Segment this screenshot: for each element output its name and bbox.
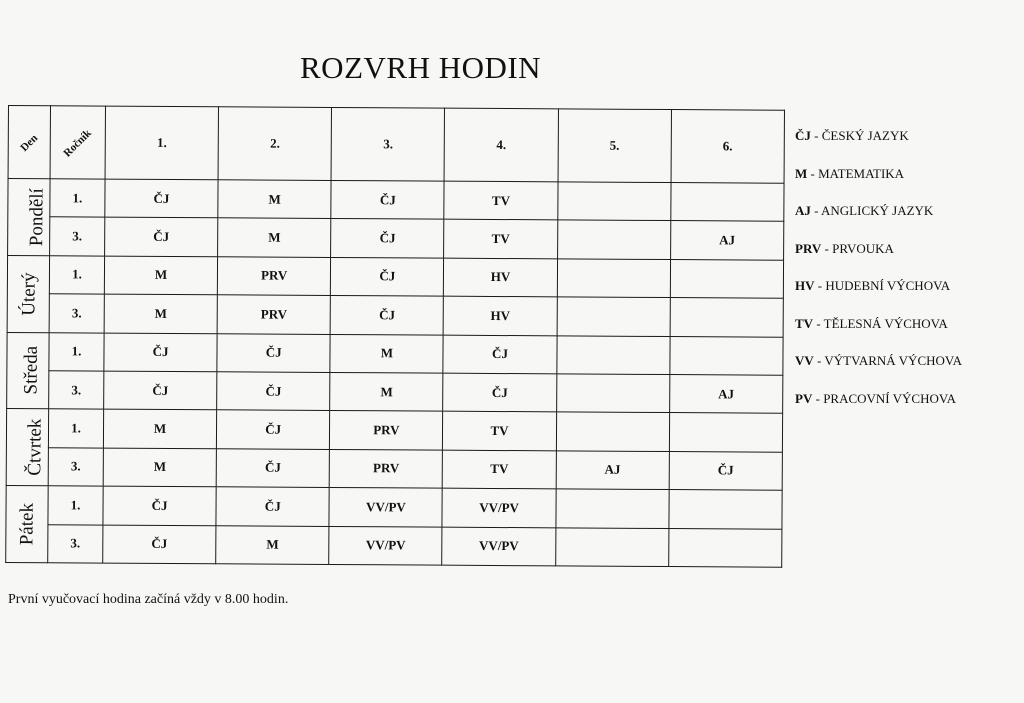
lesson-cell — [556, 335, 669, 374]
lesson-cell — [670, 259, 783, 298]
table-row — [6, 524, 782, 567]
lesson-cell: ČJ — [331, 257, 444, 296]
legend-name: ANGLICKÝ JAZYK — [821, 203, 934, 218]
lesson-cell: VV/PV — [329, 488, 442, 527]
lesson-cell: ČJ — [104, 371, 217, 410]
legend-separator: - — [810, 203, 822, 218]
lesson-cell: M — [218, 218, 331, 257]
period-header: 2. — [218, 107, 332, 181]
period-header: 1. — [105, 106, 219, 180]
lesson-cell — [670, 298, 783, 337]
day-label: Úterý — [18, 272, 40, 316]
lesson-cell: HV — [444, 296, 557, 335]
lesson-cell: ČJ — [443, 373, 556, 412]
table-row — [7, 294, 783, 337]
lesson-cell: M — [216, 525, 329, 564]
lesson-cell: TV — [444, 181, 557, 220]
period-header: 5. — [558, 109, 672, 183]
lesson-cell: M — [104, 294, 217, 333]
lesson-cell: PRV — [329, 449, 442, 488]
lesson-cell: M — [103, 409, 216, 448]
legend-abbr: VV — [795, 353, 814, 368]
lesson-cell: ČJ — [669, 451, 782, 490]
legend-abbr: AJ — [795, 203, 811, 218]
lesson-cell: VV/PV — [329, 526, 442, 565]
lesson-cell — [555, 527, 668, 566]
lesson-cell: VV/PV — [442, 527, 555, 566]
lesson-cell — [557, 259, 670, 298]
legend-abbr: PV — [795, 390, 813, 406]
lesson-cell: AJ — [670, 221, 783, 260]
grade-header — [50, 106, 105, 179]
lesson-cell: PRV — [217, 295, 330, 334]
header-row — [8, 106, 784, 184]
grade-cell: 3. — [49, 294, 104, 333]
lesson-cell: ČJ — [103, 525, 216, 564]
legend-item — [795, 239, 962, 258]
table-row — [8, 217, 784, 260]
lesson-cell: HV — [444, 258, 557, 297]
table-row — [7, 370, 783, 413]
lesson-cell: ČJ — [216, 449, 329, 488]
lesson-cell — [670, 336, 783, 375]
lesson-cell: ČJ — [105, 217, 218, 256]
schedule-table — [5, 105, 785, 568]
lesson-cell: AJ — [669, 374, 782, 413]
lesson-cell: ČJ — [217, 410, 330, 449]
legend-separator: - — [821, 240, 833, 256]
legend-separator: - — [813, 315, 824, 331]
legend-name: HUDEBNÍ VÝCHOVA — [825, 278, 951, 293]
lesson-cell: TV — [443, 450, 556, 489]
legend-item — [795, 164, 962, 183]
lesson-cell: M — [104, 256, 217, 295]
day-header — [8, 106, 50, 179]
lesson-cell — [556, 374, 669, 413]
grade-cell: 3. — [50, 217, 105, 256]
legend-separator: - — [812, 390, 824, 406]
lesson-cell — [669, 413, 782, 452]
grade-cell: 1. — [49, 332, 104, 371]
grade-header-label: Ročník — [61, 127, 94, 160]
legend-separator: - — [813, 353, 825, 368]
lesson-cell: ČJ — [443, 335, 556, 374]
day-cell — [7, 255, 49, 332]
legend-abbr: HV — [795, 278, 815, 293]
legend-item — [795, 201, 962, 220]
legend-separator: - — [807, 165, 819, 181]
day-label: Pondělí — [26, 187, 48, 247]
lesson-cell: M — [218, 180, 331, 219]
grade-cell: 3. — [49, 371, 104, 410]
day-label: Pátek — [16, 503, 38, 546]
page-title: ROZVRH HODIN — [300, 50, 542, 85]
lesson-cell: ČJ — [330, 296, 443, 335]
lesson-cell — [669, 490, 782, 529]
table-row — [6, 409, 782, 452]
day-label: Čtvrtek — [24, 418, 46, 476]
legend-name: PRACOVNÍ VÝCHOVA — [823, 390, 956, 406]
lesson-cell — [556, 489, 669, 528]
grade-cell: 1. — [48, 409, 103, 448]
legend-item — [795, 351, 962, 370]
legend-abbr: TV — [795, 315, 814, 331]
table-row — [7, 255, 783, 298]
lesson-cell: PRV — [217, 257, 330, 296]
table-row — [6, 486, 782, 529]
grade-cell: 1. — [48, 486, 103, 525]
lesson-cell: VV/PV — [442, 488, 555, 527]
period-header: 3. — [331, 107, 445, 181]
legend-abbr: PRV — [795, 240, 822, 256]
legend-name: PRVOUKA — [832, 240, 894, 256]
legend-item — [795, 389, 962, 408]
legend-name: MATEMATIKA — [818, 165, 905, 181]
legend-name: VÝTVARNÁ VÝCHOVA — [824, 353, 962, 368]
lesson-cell: M — [103, 448, 216, 487]
lesson-cell: ČJ — [331, 219, 444, 258]
lesson-cell: AJ — [556, 451, 669, 490]
lesson-cell: ČJ — [105, 179, 218, 218]
day-cell — [7, 332, 49, 409]
lesson-cell: M — [330, 334, 443, 373]
legend-name: ČESKÝ JAZYK — [821, 128, 909, 143]
grade-cell: 3. — [48, 447, 103, 486]
day-cell — [6, 409, 48, 486]
lesson-cell: ČJ — [331, 180, 444, 219]
day-cell — [6, 486, 48, 563]
period-header: 4. — [445, 108, 559, 182]
lesson-cell — [557, 297, 670, 336]
footnote: První vyučovací hodina začíná vždy v 8.00 hodin. — [8, 592, 289, 607]
day-header-label: Den — [18, 132, 41, 155]
legend-name: TĚLESNÁ VÝCHOVA — [823, 315, 948, 331]
lesson-cell — [671, 183, 784, 222]
lesson-cell: TV — [443, 412, 556, 451]
table-row — [7, 332, 783, 375]
legend-abbr: M — [795, 165, 808, 181]
subject-legend — [795, 126, 962, 426]
lesson-cell: ČJ — [216, 487, 329, 526]
lesson-cell — [668, 528, 781, 567]
day-cell — [8, 179, 50, 256]
lesson-cell: M — [330, 372, 443, 411]
grade-cell: 3. — [48, 524, 103, 563]
legend-item — [795, 126, 962, 145]
day-label: Středa — [20, 346, 42, 395]
legend-abbr: ČJ — [795, 128, 811, 143]
grade-cell: 1. — [50, 179, 105, 218]
lesson-cell — [557, 182, 670, 221]
lesson-cell: PRV — [330, 411, 443, 450]
legend-item — [795, 276, 962, 295]
lesson-cell: ČJ — [217, 372, 330, 411]
lesson-cell — [556, 412, 669, 451]
lesson-cell: ČJ — [104, 333, 217, 372]
legend-separator: - — [810, 128, 822, 143]
grade-cell: 1. — [49, 256, 104, 295]
lesson-cell — [557, 220, 670, 259]
legend-separator: - — [814, 278, 826, 293]
table-row — [8, 179, 784, 222]
lesson-cell: ČJ — [103, 486, 216, 525]
lesson-cell: TV — [444, 220, 557, 259]
legend-item — [795, 314, 962, 333]
lesson-cell: ČJ — [217, 333, 330, 372]
table-row — [6, 447, 782, 490]
period-header: 6. — [671, 110, 785, 184]
